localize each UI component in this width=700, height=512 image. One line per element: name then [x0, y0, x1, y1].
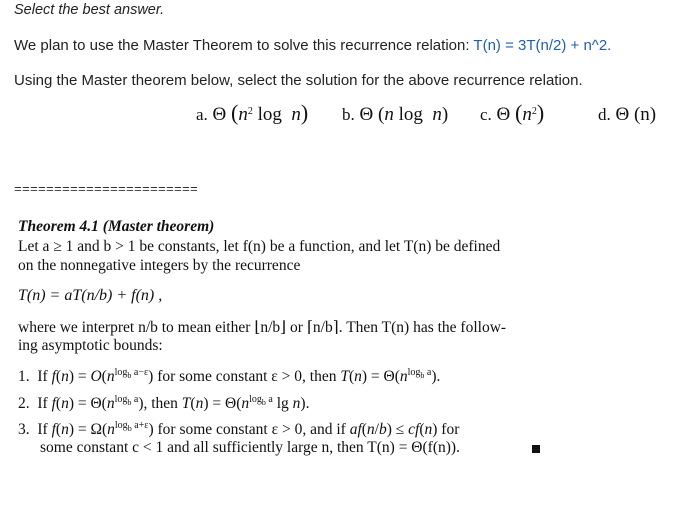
choice-b[interactable] [342, 104, 448, 126]
instructions-using-master-theorem: Using the Master theorem below, select the solution for the above recurrence relation. [14, 72, 583, 89]
choice-b-expression: Θ (n log n) [359, 104, 449, 125]
instruction-text: Select the best answer. [14, 2, 165, 18]
choice-d-label: d. [598, 105, 611, 124]
qed-square-icon [532, 445, 540, 453]
choice-c[interactable] [480, 100, 545, 126]
choice-b-label: b. [342, 105, 355, 124]
theorem-case-1: 1. If $f(n) = O(n^{log_b a-\varepsilon})$ for some constant ε > 0, then $T(n) = \Theta(n^{log_b a})$. [18, 367, 441, 385]
choice-c-expression: Θ $(n^2)$ [496, 100, 545, 125]
theorem-case-3-continued: some constant c < 1 and all sufficiently large n, then T(n) = Θ(f(n)). [40, 439, 460, 456]
choice-a-expression: Θ ($n^2$ log n) [212, 100, 309, 125]
choice-d-expression: Θ (n) [615, 104, 657, 125]
choice-c-label: c. [480, 105, 492, 124]
question-text [14, 37, 611, 54]
choice-d[interactable] [598, 104, 656, 126]
theorem-case-2: 2. If $f(n) = \Theta(n^{log_b a})$, then $T(n) = \Theta(n^{log_b a}$ lg n). [18, 394, 310, 412]
theorem-recurrence: T(n) = aT(n/b) + f(n) , [18, 287, 163, 304]
theorem-line-1: Let a ≥ 1 and b > 1 be constants, let f(n) be a function, and let T(n) be defined [18, 238, 501, 255]
theorem-case-3: 3. If $f(n) = \Omega(n^{log_b a+\varepsilon})$ for some constant ε > 0, and if af(n/b) ≤ cf(n) for [18, 420, 460, 438]
choice-a[interactable] [196, 100, 309, 126]
theorem-line-2: on the nonnegative integers by the recurrence [18, 257, 301, 274]
question-prefix: We plan to use the Master Theorem to solve this recurrence relation: [14, 37, 474, 54]
theorem-line-3: where we interpret n/b to mean either ⌊n/b⌋ or ⌈n/b⌉. Then T(n) has the follow- [18, 319, 507, 336]
choice-a-label: a. [196, 105, 208, 124]
theorem-title: Theorem 4.1 (Master theorem) [18, 218, 215, 235]
recurrence-relation: T(n) = 3T(n/2) + n^2. [473, 37, 612, 54]
theorem-line-4: ing asymptotic bounds: [18, 337, 163, 354]
separator-line: ======================= [14, 182, 199, 197]
